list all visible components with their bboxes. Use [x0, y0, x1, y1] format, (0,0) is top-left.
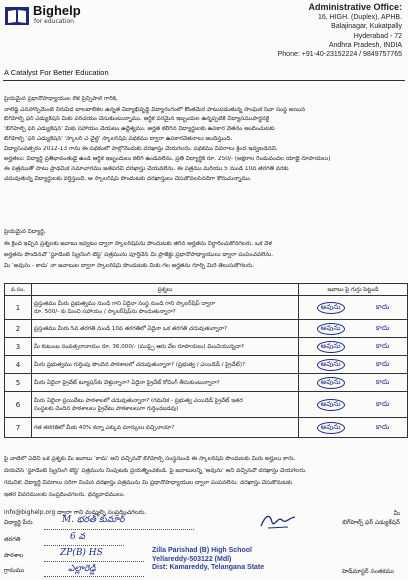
question-text: సంస్థలకు చెందిన పాఠశాలలు ప్రైవేటు పాఠశాలలుగా గుర్తించబడవు) [34, 405, 179, 412]
address-line: Andhra Pradesh, INDIA [328, 41, 402, 49]
stamp-line: Zilla Parishad (B) High School [152, 547, 252, 554]
answer-no-option[interactable]: కాదు [375, 399, 390, 408]
answer-cell [299, 320, 408, 338]
table-row [5, 392, 408, 418]
body-line: బిగ్‌హెల్ప్‌ ఫర్‌ ఎడ్యుకేషన్‌ మీకు పరిచయం చేసుకుంటున్నాము. ఆర్థిక పరమైన ఇబ్బందుల ఉన్నప్పటికీ విద్యాసముపార్జనకై [4, 116, 269, 122]
row-number: 5 [5, 374, 32, 392]
village-label: గ్రామము [4, 567, 25, 574]
answer-no-option[interactable]: కాదు [375, 359, 390, 368]
school-label: పాఠశాల [4, 552, 24, 559]
address-line: 16, HIGH. (Duplex), APHB. [317, 14, 402, 21]
question-cell [32, 338, 299, 356]
body-line: అర్హతలు: విద్యార్థి ప్రతిభావంతుడై ఉండి ఆర్థిక ఇబ్బందులు కలిగి ఉండవలెను. ప్రతి విద్యార్థికి రూ. 250/- (అక్షరాల రెండువందల యాభై రూపాయలు) [4, 156, 331, 162]
answer-yes-option[interactable]: అవును [317, 302, 345, 314]
school-value[interactable]: ZP(B) HS [60, 548, 103, 558]
answer-no-option[interactable]: కాదు [375, 377, 390, 386]
phone-line: Phone: +91-40-23152224 / 9849757765 [277, 51, 402, 59]
student-name-label: విద్యార్థి పేరు [4, 519, 33, 526]
table-row [5, 356, 408, 374]
class-label: తరగతి [4, 536, 21, 543]
body-line: విద్యాసంవత్సరం 2012-13 గాను ఈ పథకంలో పాల్గొనేందుకు దరఖాస్తు చేయగలరు. పథకము వివరాలు క్రింద ఇవ్వబడినవి. [4, 146, 278, 152]
body-line: 'బిగ్‌హెల్ప్‌ ఫర్‌ ఎడ్యుకేషన్‌' మీకు సహాయం చేయటం ఉద్దేశ్యము. అర్హత కలిగిన విద్యార్థులకు ఉపకార వేతనం అందించుటకు [4, 126, 275, 132]
table-row [5, 320, 408, 338]
question-text: ప్రస్తుతము మీరు ప్రభుత్వము నుండి గాని ఏదైనా సంస్థ నుండి గాని స్కాలర్‌షిప్‌ ద్వారా [34, 300, 215, 307]
brand-name: Bighelp [33, 3, 81, 18]
student-name-value[interactable]: M. భరత్‌ కుమార్‌ [62, 515, 125, 525]
body-line: బిగ్‌హెల్ప్‌ 'ఫర్‌ ఎడ్యుకేషన్‌' 'స్కాలర్‌ ఎ చైల్డ్‌' స్కాలర్‌షిప్‌ పథకము ద్వారా ఉపకారవేతనాలు అందిస్తుంది. [4, 136, 233, 142]
header-divider [3, 80, 405, 81]
headmaster-label: హెడ్‌మాస్టర్‌ సంతకము [342, 568, 394, 575]
stamp-line: Yellareddy-503122 (Mdl) [152, 555, 232, 563]
answer-yes-option[interactable]: అవును [317, 341, 345, 353]
question-cell [32, 320, 299, 338]
question-cell [32, 296, 299, 320]
row-number: 3 [5, 338, 32, 356]
answer-yes-option[interactable]: అవును [317, 422, 345, 434]
answer-no-option[interactable]: కాదు [375, 323, 390, 332]
body-line: ఈ పత్రముతో పాటు ప్రాథమిక సమాచారము జతపరచి దరఖాస్తు చేయవలెను. ఈ పత్రము మరియు 5 నుండి 10వ తరగతి వరకు [4, 166, 289, 172]
table-row [5, 374, 408, 392]
table-row [5, 338, 408, 356]
tagline: A Catalyst For Better Education [4, 68, 109, 77]
student-line: మీ 'అవును - కాదు' నా జవాబుల ద్వారా స్కాలర్‌షిప్‌ పొందుటకు మీకు గల అర్హతను గూర్చి మీరే తెలుసుకోగలరు. [4, 263, 255, 269]
answer-cell [299, 338, 408, 356]
student-name-line [44, 529, 194, 530]
row-number: 7 [5, 418, 32, 438]
question-text: ప్రస్తుతము మీరు 5వ తరగతి నుండి 10వ తరగతిలో ఏదైనా ఒక తరగతి చదువుతున్నారా? [34, 325, 227, 332]
table-header-row [5, 284, 408, 296]
question-cell [32, 418, 299, 438]
table-row [5, 418, 408, 438]
eligibility-table [4, 283, 408, 438]
question-text: రూ. 500/- కు మించి సహాయం / స్కాలర్‌షిప్‌ను పొందుతున్నారా? [34, 308, 176, 315]
headmaster-signature-icon [258, 510, 298, 532]
col-serial: వ.సం. [5, 284, 32, 296]
village-line [44, 576, 144, 577]
office-address [232, 2, 402, 59]
question-text: మీరు ఏదైనా ప్రయివేటు పాఠశాలలో చదువుతున్నారా? (గమనిక - ప్రభుత్వ ఎయిడెడ్‌ ప్రైవేట్‌ ఇతర [34, 397, 243, 404]
answer-cell [299, 418, 408, 438]
closing-line: పై వాటిలో ఏదేని ఒక ప్రశ్నకు మీ జవాబు 'కాదు' అని వచ్చినచో బిగ్‌హెల్ప్‌ సంస్థనుండి ఈ స్కాలర్‌షిప్‌ పొందుటకు మీరు అర్హులు కారు. [4, 456, 296, 462]
closing-line: దయచేసి 'స్టూడెంట్‌ స్క్రీనింగ్‌ టెస్ట్‌' పత్రమును నింపుటకు ప్రయత్నించకండి. పై జవాబులన్నీ 'అవును' అని వచ్చినచో దరఖాస్తు చేయగలరు. [4, 468, 307, 474]
table-row [5, 296, 408, 320]
student-line: ఈ క్రింద ఇచ్చిన ప్రశ్నలకు జవాబు ఇవ్వటం ద్వారా స్కాలర్‌షిప్‌ను పొందుటకు తగిన అర్హతను నిర్ధారించుకొనగలరు. ఒక వేళ [4, 241, 273, 247]
answer-no-option[interactable]: కాదు [375, 302, 390, 311]
class-line [44, 545, 124, 546]
row-number: 4 [5, 356, 32, 374]
question-text: మీరు ప్రభుత్వము గుర్తింపు పొందిన పాఠశాలలో చదువుతున్నారా? (ప్రభుత్వ / ఎయిడెడ్‌ / ప్రైవేట్‌)? [34, 361, 245, 368]
student-line: అర్హతను పొందినచో 'స్టూడెంట్‌ స్క్రీనింగ్‌ టెస్ట్‌' పత్రమును పూర్తిచేసి మీ ప్రాజెక్టు ప్రధానోపాధ్యాయులు ద్వారా పంపించవలెను. [4, 252, 274, 258]
school-stamp [152, 547, 264, 573]
brand-subtitle: for education [34, 18, 74, 25]
org-signature: బిగ్‌హెల్ప్‌ ఫర్‌ ఎడ్యుకేషన్‌ [342, 519, 400, 526]
question-text: గత తరగతిలో మీకు 40% కన్నా ఎక్కువ మార్కులు వచ్చినాయా? [34, 424, 175, 431]
answer-cell [299, 374, 408, 392]
answer-yes-option[interactable]: అవును [317, 399, 345, 411]
row-number: 2 [5, 320, 32, 338]
stamp-line: Dist: Kamareddy, Telangana State [152, 564, 265, 571]
regards-text: మీ [393, 510, 400, 517]
answer-yes-option[interactable]: అవును [317, 377, 345, 389]
question-cell [32, 374, 299, 392]
salutation: ప్రియమైన ప్రధానోపాధ్యాయుల లేక ప్రిన్సిపాల్‌ గారికి, [4, 96, 118, 102]
answer-no-option[interactable]: కాదు [375, 341, 390, 350]
closing-line: గమనిక: విద్యార్థి వివరాలు సరిగా నింపిన దరఖాస్తు పత్రమును మీ ప్రధానోపాధ్యాయుల ద్వారా పంపవలెను. దరఖాస్తు చేసుకొనుటకు [4, 480, 293, 486]
question-text: మీ కుటుంబ సంవత్సరాదాయం రూ. 36,000/- (ముప్పై ఆరు వేల రూపాయలు) మించియున్నదా? [34, 343, 244, 350]
row-number: 1 [5, 296, 32, 320]
answer-yes-option[interactable]: అవును [317, 359, 345, 371]
address-line: Hyderabad - 72 [353, 32, 402, 40]
contact-email-suffix: ద్వారా గాని మమ్మల్ని సంప్రదించగలరు. [57, 509, 147, 516]
body-line: నాలెడ్జ్‌ ఎన్‌హాన్స్‌మెంట్‌ నిరుపేద బాలబాలికల ఉన్నత విద్యాభివృద్ధి విద్యారంగంలో కొంతమేర పాటుపడుతున్న సాంఘిక సేవా సంస్థ అయిన [4, 107, 306, 113]
col-question: ప్రశ్నలు [32, 284, 299, 296]
address-line: Balajinagar, Kukatpally [331, 23, 402, 31]
answer-no-option[interactable]: కాదు [375, 422, 390, 431]
question-cell [32, 392, 299, 418]
question-text: మీరు ఏదైనా ప్రైవేట్‌ ట్యూషన్‌కు వెళ్తున్నారా? ఏదైనా ప్రైవేట్‌ కోచింగ్‌ తీసుకుంటున్నారా? [34, 379, 220, 386]
answer-cell [299, 392, 408, 418]
col-answer: జవాబు పై గుర్తు పెట్టండి [299, 284, 408, 296]
office-title: Administrative Office: [308, 2, 402, 12]
village-value[interactable]: ఎల్లారెడ్డి [68, 564, 96, 574]
question-cell [32, 356, 299, 374]
body-line: చదువుతున్న విద్యార్థులకు వర్తిస్తుంది. ఆ స్కాలర్‌షిప్‌ పొందుటకు దరఖాస్తులు చేసుకోవలసినదిగా కోరుచున్నాము. [4, 176, 252, 182]
answer-yes-option[interactable]: అవును [317, 323, 345, 335]
contact-email[interactable]: info@bighelp.org [4, 509, 56, 516]
sender-block [342, 509, 400, 527]
class-value[interactable]: 6 వ [70, 532, 85, 542]
school-line [44, 561, 144, 562]
answer-cell [299, 296, 408, 320]
answer-cell [299, 356, 408, 374]
bighelp-logo-icon [4, 5, 30, 27]
closing-line: ఇతర వివరములకు సంప్రదించగలరు. ధన్యవాదములు. [4, 492, 125, 498]
row-number: 6 [5, 392, 32, 418]
student-salutation: ప్రియమైన విద్యార్థి, [4, 229, 46, 235]
